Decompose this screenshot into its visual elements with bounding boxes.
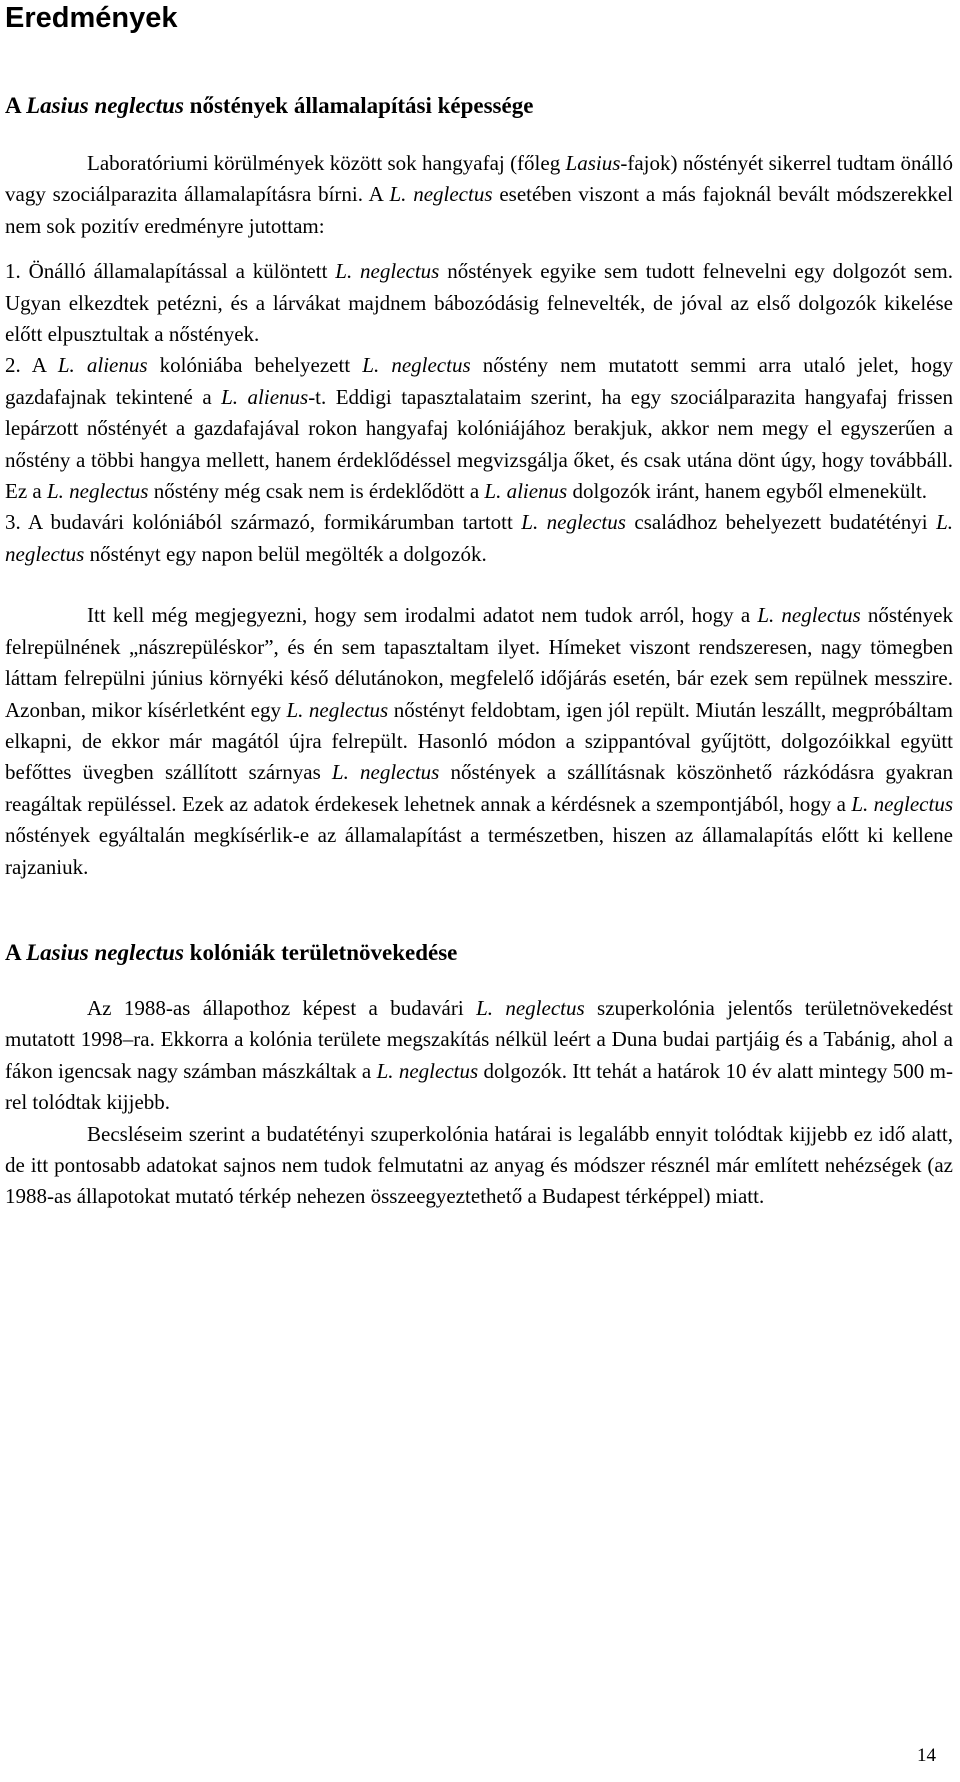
species-name: L. neglectus (335, 259, 440, 284)
text-run: esetében viszont a más fajoknál bevált módszerekkel nem sok pozitív eredményre jutottam: (5, 182, 953, 238)
text-run: Az 1988-as állapothoz képest a budavári (87, 995, 477, 1020)
text-run: nőstények egyáltalán megkísérlik-e az államalapítást a természetben, hiszen az államalapítás előtt ki kellene rajzaniuk. (5, 823, 953, 879)
heading-species: Lasius neglectus (26, 939, 184, 965)
species-name: L. neglectus (46, 479, 149, 504)
paragraph-intro (5, 148, 953, 242)
species-name: L. neglectus (757, 603, 861, 628)
text-run: Laboratóriumi körülmények között sok hangyafaj (főleg (87, 151, 566, 175)
text-run: nőstények felrepülnének „nászrepüléskor”, és én sem tapasztaltam ilyet. Hímeket viszont rendszeresen, nagy tömegben láttam felrepülni június környéki késő délutánokon, megfelelő időjárás esetén, bár ezek sem repülnek messzire. Azonban, mikor kísérletként egy (5, 603, 954, 722)
text-run: dolgozók. Itt tehát a határok 10 év alatt mintegy 500 m-rel tolódtak kijjebb. (5, 1058, 953, 1115)
heading-prefix: A (5, 93, 27, 118)
text-run: dolgozók iránt, hanem egyből elmenekült. (567, 479, 928, 504)
page-number: 14 (917, 1745, 936, 1766)
species-name: Lasius (565, 151, 621, 175)
document-page (5, 0, 953, 1213)
text-run: családhoz behelyezett budatétényi (625, 510, 937, 535)
species-name: L. neglectus (389, 182, 493, 207)
section-heading-growth (5, 937, 953, 969)
text-run: Becsléseim szerint a budatétényi szuperkolónia határai is legalább ennyit tolódtak kijjebb ez idő alatt, de itt pontosabb adatokat sajnos nem tudok felmutatni az anyag és módszer résznél már említett nehézségek (az 1988-as állapotokat mutató térkép nehezen összeegyeztethető a Budapest térképpel) miatt. (5, 1121, 953, 1209)
species-name: L. neglectus (476, 995, 585, 1020)
text-run: Itt kell még megjegyezni, hogy sem irodalmi adatot nem tudok arról, hogy a (87, 603, 758, 628)
heading-prefix: A (5, 939, 27, 965)
text-run: 2. A (5, 353, 58, 378)
paragraph-budateteny-growth (5, 1119, 953, 1213)
species-name: L. neglectus (376, 1058, 479, 1083)
species-name: L. neglectus (286, 697, 389, 722)
text-run: kolóniába behelyezett (147, 353, 363, 378)
species-name: L. alienus (484, 479, 568, 504)
heading-suffix: kolóniák területnövekedése (183, 939, 458, 965)
text-run: nőstény nem mutatott semmi arra utaló jelet, hogy gazdafajnak tekintené a (5, 353, 953, 409)
paragraph-budavar-growth (5, 993, 953, 1119)
heading-suffix: nőstények államalapítási képessége (183, 93, 534, 118)
text-run: nőstények egyike sem tudott felnevelni egy dolgozót sem. Ugyan elkezdtek petézni, és a lárvákat majdnem bábozódásig felnevelték, de jóval az első dolgozók kikelése előtt elpusztultak a nőstények. (5, 259, 953, 347)
text-run: 1. Önálló államalapítással a különtett (5, 259, 336, 284)
list-item-3 (5, 507, 953, 570)
species-name: L. alienus (221, 384, 309, 409)
text-run: nőstényt feldobtam, igen jól repült. Miután leszállt, megpróbáltam elkapni, de ekkor már magától újra felrepült. Hasonló módon a szippantóval gyűjtött, dolgozóikkal együtt befőttes üvegben szállított szárnyas (5, 697, 953, 785)
text-run: nőstények a szállításnak köszönhető rázkódásra gyakran reagáltak repüléssel. Ezek az adatok érdekesek lehetnek annak a kérdésnek a szempontjából, hogy a (5, 760, 953, 816)
species-name: L. alienus (57, 353, 148, 378)
text-run: szuperkolónia jelentős területnövekedést mutatott 1998–ra. Ekkorra a kolónia területe megszakítás nélkül leért a Duna budai partjáig és a Tabánig, ahol a fákon igencsak nagy számban mászkáltak a (5, 995, 953, 1083)
species-name: L. neglectus (851, 791, 953, 816)
text-run: nőstényt egy napon belül megölték a dolgozók. (84, 541, 487, 566)
text-run: -t. Eddigi tapasztalataim szerint, ha egy szociálparazita hangyafaj frissen lepárzott nőstényét a gazdafajával rokon hangyafaj kolóniájához berakjuk, akkor nem megy el egyszerűen a nőstény a többi hangya mellett, hanem érdeklődéssel megvizsgálja őket, és csak utána dönt úgy, hogy továbbáll. Ez a (5, 384, 953, 504)
paragraph-flight (5, 600, 953, 883)
species-name: L. neglectus (521, 510, 626, 535)
list-item-2 (5, 350, 953, 507)
species-name: L. neglectus (331, 760, 440, 785)
text-run: nőstény még csak nem is érdeklődött a (148, 479, 485, 504)
species-name: L. neglectus (5, 510, 953, 566)
page-title: Eredmények (5, 2, 178, 34)
heading-species: Lasius neglectus (26, 93, 184, 118)
list-item-1 (5, 256, 953, 350)
section-heading-founding (5, 90, 953, 122)
text-run: 3. A budavári kolóniából származó, formikárumban tartott (5, 510, 522, 535)
text-run: -fajok) nőstényét sikerrel tudtam önálló vagy szociálparazita államalapításra bírni. A (5, 151, 953, 207)
species-name: L. neglectus (362, 353, 471, 378)
